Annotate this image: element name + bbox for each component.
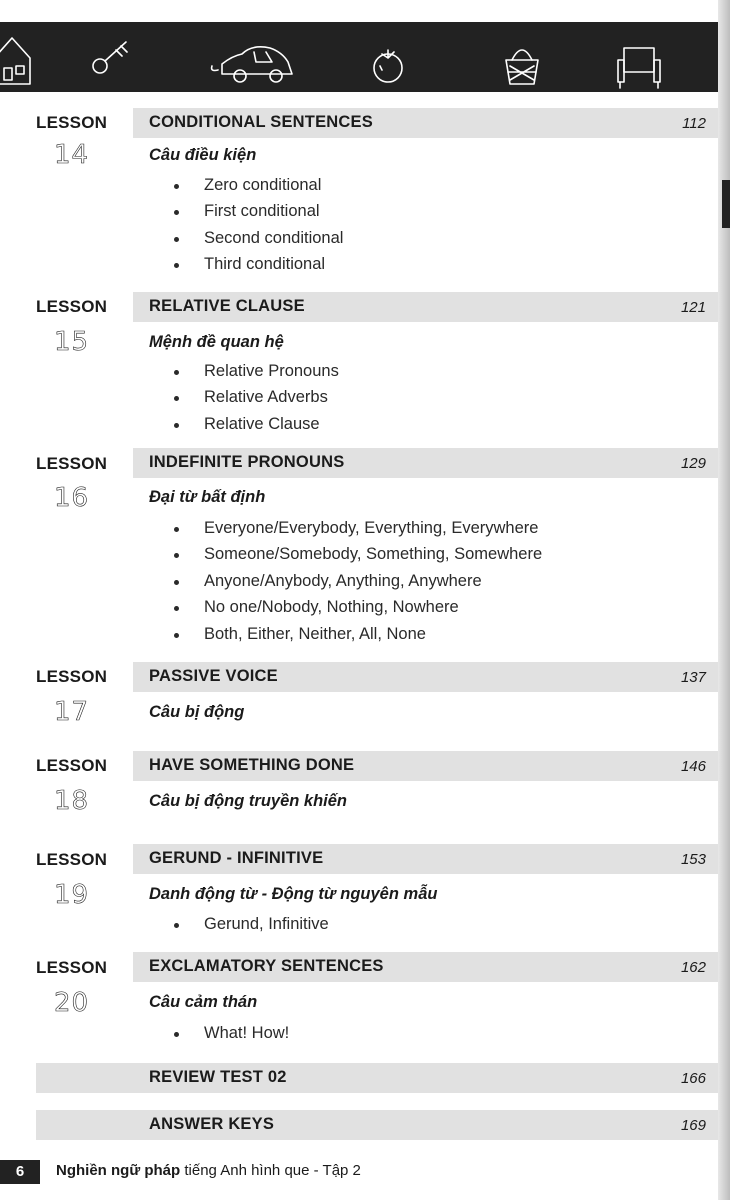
lesson-page-number: 121 bbox=[680, 299, 706, 316]
lesson-title-bar[interactable] bbox=[133, 108, 718, 138]
key-icon bbox=[93, 42, 127, 73]
lesson-label: LESSON bbox=[36, 297, 108, 316]
list-item: No one/Nobody, Nothing, Nowhere bbox=[174, 598, 542, 624]
lesson-title: GERUND - INFINITIVE bbox=[149, 849, 324, 867]
lesson-title-bar[interactable] bbox=[133, 292, 718, 322]
lesson-page-number: 129 bbox=[680, 455, 706, 472]
lesson-subtitle: Mệnh đề quan hệ bbox=[149, 333, 284, 351]
footer-book-title-rest: tiếng Anh hình que - Tập 2 bbox=[180, 1162, 361, 1179]
list-item: What! How! bbox=[174, 1024, 289, 1050]
list-item: Third conditional bbox=[174, 255, 343, 281]
review-test-page-number: 166 bbox=[680, 1070, 706, 1087]
header-doodles bbox=[0, 22, 718, 92]
lesson-number: 18 bbox=[54, 786, 90, 816]
list-item: Relative Pronouns bbox=[174, 362, 339, 388]
review-test-bar[interactable] bbox=[36, 1063, 718, 1093]
list-item: Zero conditional bbox=[174, 176, 343, 202]
lesson-number: 14 bbox=[54, 140, 90, 170]
list-item: Relative Clause bbox=[174, 415, 339, 441]
lesson-title-bar[interactable] bbox=[133, 662, 718, 692]
lesson-page-number: 162 bbox=[680, 959, 706, 976]
lesson-subtitle: Đại từ bất định bbox=[149, 488, 266, 506]
list-item: Someone/Somebody, Something, Somewhere bbox=[174, 545, 542, 571]
lesson-page-number: 146 bbox=[680, 758, 706, 775]
lesson-number: 17 bbox=[54, 697, 90, 727]
list-item: Gerund, Infinitive bbox=[174, 915, 329, 941]
lesson-title: EXCLAMATORY SENTENCES bbox=[149, 957, 384, 975]
list-item: Second conditional bbox=[174, 229, 343, 255]
lesson-subtitle: Câu điều kiện bbox=[149, 146, 257, 164]
lesson-label: LESSON bbox=[36, 667, 108, 686]
armchair-icon bbox=[618, 48, 660, 88]
lesson-number: 16 bbox=[54, 483, 90, 513]
lesson-topic-list bbox=[174, 519, 542, 651]
list-item: Everyone/Everybody, Everything, Everywhere bbox=[174, 519, 542, 545]
lesson-title: CONDITIONAL SENTENCES bbox=[149, 113, 373, 131]
answer-keys-page-number: 169 bbox=[680, 1117, 706, 1134]
lesson-title: RELATIVE CLAUSE bbox=[149, 297, 305, 315]
car-icon bbox=[212, 47, 292, 82]
lesson-title-bar[interactable] bbox=[133, 844, 718, 874]
house-icon bbox=[0, 38, 30, 84]
footer-book-title-bold: Nghiền ngữ pháp bbox=[56, 1162, 181, 1179]
list-item: Relative Adverbs bbox=[174, 388, 339, 414]
lesson-page-number: 153 bbox=[680, 851, 706, 868]
lesson-title-bar[interactable] bbox=[133, 448, 718, 478]
lesson-label: LESSON bbox=[36, 958, 108, 977]
lesson-title-bar[interactable] bbox=[133, 751, 718, 781]
tomato-icon bbox=[374, 50, 402, 82]
lesson-label: LESSON bbox=[36, 113, 108, 132]
lesson-title: HAVE SOMETHING DONE bbox=[149, 756, 355, 774]
answer-keys-bar[interactable] bbox=[36, 1110, 718, 1140]
lesson-label: LESSON bbox=[36, 756, 108, 775]
lesson-title: INDEFINITE PRONOUNS bbox=[149, 453, 345, 471]
footer-book-title bbox=[56, 1162, 361, 1179]
lesson-subtitle: Câu bị động bbox=[149, 703, 245, 721]
list-item: Both, Either, Neither, All, None bbox=[174, 625, 542, 651]
footer-page-number: 6 bbox=[0, 1160, 40, 1184]
list-item: First conditional bbox=[174, 202, 343, 228]
lesson-number: 20 bbox=[54, 988, 90, 1018]
lesson-page-number: 137 bbox=[680, 669, 706, 686]
lesson-title-bar[interactable] bbox=[133, 952, 718, 982]
lesson-topic-list bbox=[174, 176, 343, 282]
lesson-page-number: 112 bbox=[682, 115, 706, 132]
answer-keys-title: ANSWER KEYS bbox=[149, 1115, 275, 1133]
lesson-number: 15 bbox=[54, 327, 90, 357]
review-test-title: REVIEW TEST 02 bbox=[149, 1068, 287, 1086]
lesson-number: 19 bbox=[54, 880, 90, 910]
lesson-subtitle: Danh động từ - Động từ nguyên mẫu bbox=[149, 885, 438, 903]
basket-icon bbox=[506, 50, 538, 84]
lesson-topic-list bbox=[174, 915, 329, 941]
lesson-topic-list bbox=[174, 362, 339, 441]
list-item: Anyone/Anybody, Anything, Anywhere bbox=[174, 572, 542, 598]
header-band bbox=[0, 22, 718, 92]
page-tab-marker bbox=[722, 180, 730, 228]
lesson-subtitle: Câu cảm thán bbox=[149, 993, 258, 1011]
lesson-label: LESSON bbox=[36, 850, 108, 869]
lesson-topic-list bbox=[174, 1024, 289, 1050]
lesson-label: LESSON bbox=[36, 454, 108, 473]
lesson-title: PASSIVE VOICE bbox=[149, 667, 278, 685]
lesson-subtitle: Câu bị động truyền khiến bbox=[149, 792, 348, 810]
